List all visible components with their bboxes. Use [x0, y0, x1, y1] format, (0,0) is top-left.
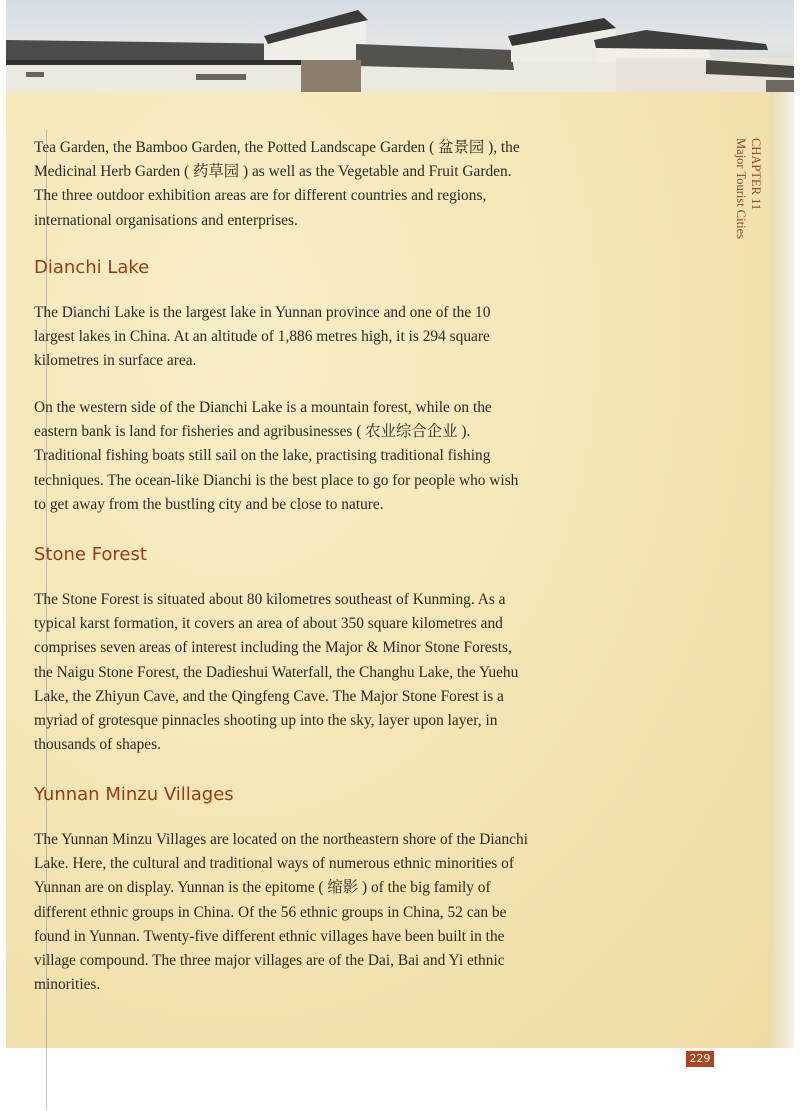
chapter-running-head: [733, 138, 763, 239]
paragraph-stone-forest: The Stone Forest is situated about 80 kilometres southeast of Kunming. As a typical karst formation, it covers an area of about 350 square kilometres and comprises seven areas of interest including the Major & Minor Stone Forests, the Naigu Stone Forest, the Dadieshui Waterfall, the Changhu Lake, the Yuehu Lake, the Zhiyun Cave, and the Qingfeng Cave. The Major Stone Forest is a myriad of grotesque pinnacles shooting up into the sky, layer upon layer, in thousands of shapes.: [34, 591, 519, 754]
chapter-title: Major Tourist Cities: [734, 138, 748, 239]
paragraph-garden-intro: Tea Garden, the Bamboo Garden, the Potted Landscape Garden ( 盆景园 ), the Medicinal Herb Garden ( 药草园 ) as well as the Vegetable and Fruit Garden. The three outdoor exhibition areas are for different countries and regions, international organisations and enterprises.: [34, 139, 520, 229]
heading-stone-forest: Stone Forest: [34, 544, 147, 565]
paragraph-dianchi-size: The Dianchi Lake is the largest lake in Yunnan province and one of the 10 largest lakes in China. At an altitude of 1,886 metres high, it is 294 square kilometres in surface area.: [34, 304, 491, 370]
chapter-number: CHAPTER 11: [749, 138, 763, 211]
page-edge: [770, 92, 794, 1048]
paragraph-dianchi-surroundings: On the western side of the Dianchi Lake is a mountain forest, while on the eastern bank is land for fisheries and agribusinesses ( 农业综合企业 ). Traditional fishing boats still sail on the lake, practising traditional fishing techniques. The ocean-like Dianchi is the best place to go for people who wish to get away from the bustling city and be close to nature.: [34, 399, 519, 513]
heading-yunnan-minzu-villages: Yunnan Minzu Villages: [34, 784, 234, 805]
heading-dianchi-lake: Dianchi Lake: [34, 257, 150, 278]
page-number: 229: [686, 1051, 714, 1067]
paragraph-minzu-villages: The Yunnan Minzu Villages are located on the northeastern shore of the Dianchi Lake. Here, the cultural and traditional ways of numerous ethnic minorities of Yunnan are on display. Yunnan is the epitome ( 缩影 ) of the big family of different ethnic groups in China. Of the 56 ethnic groups in China, 52 can be found in Yunnan. Twenty-five different ethnic villages have been built in the village compound. The three major villages are of the Dai, Bai and Yi ethnic minorities.: [34, 831, 528, 994]
